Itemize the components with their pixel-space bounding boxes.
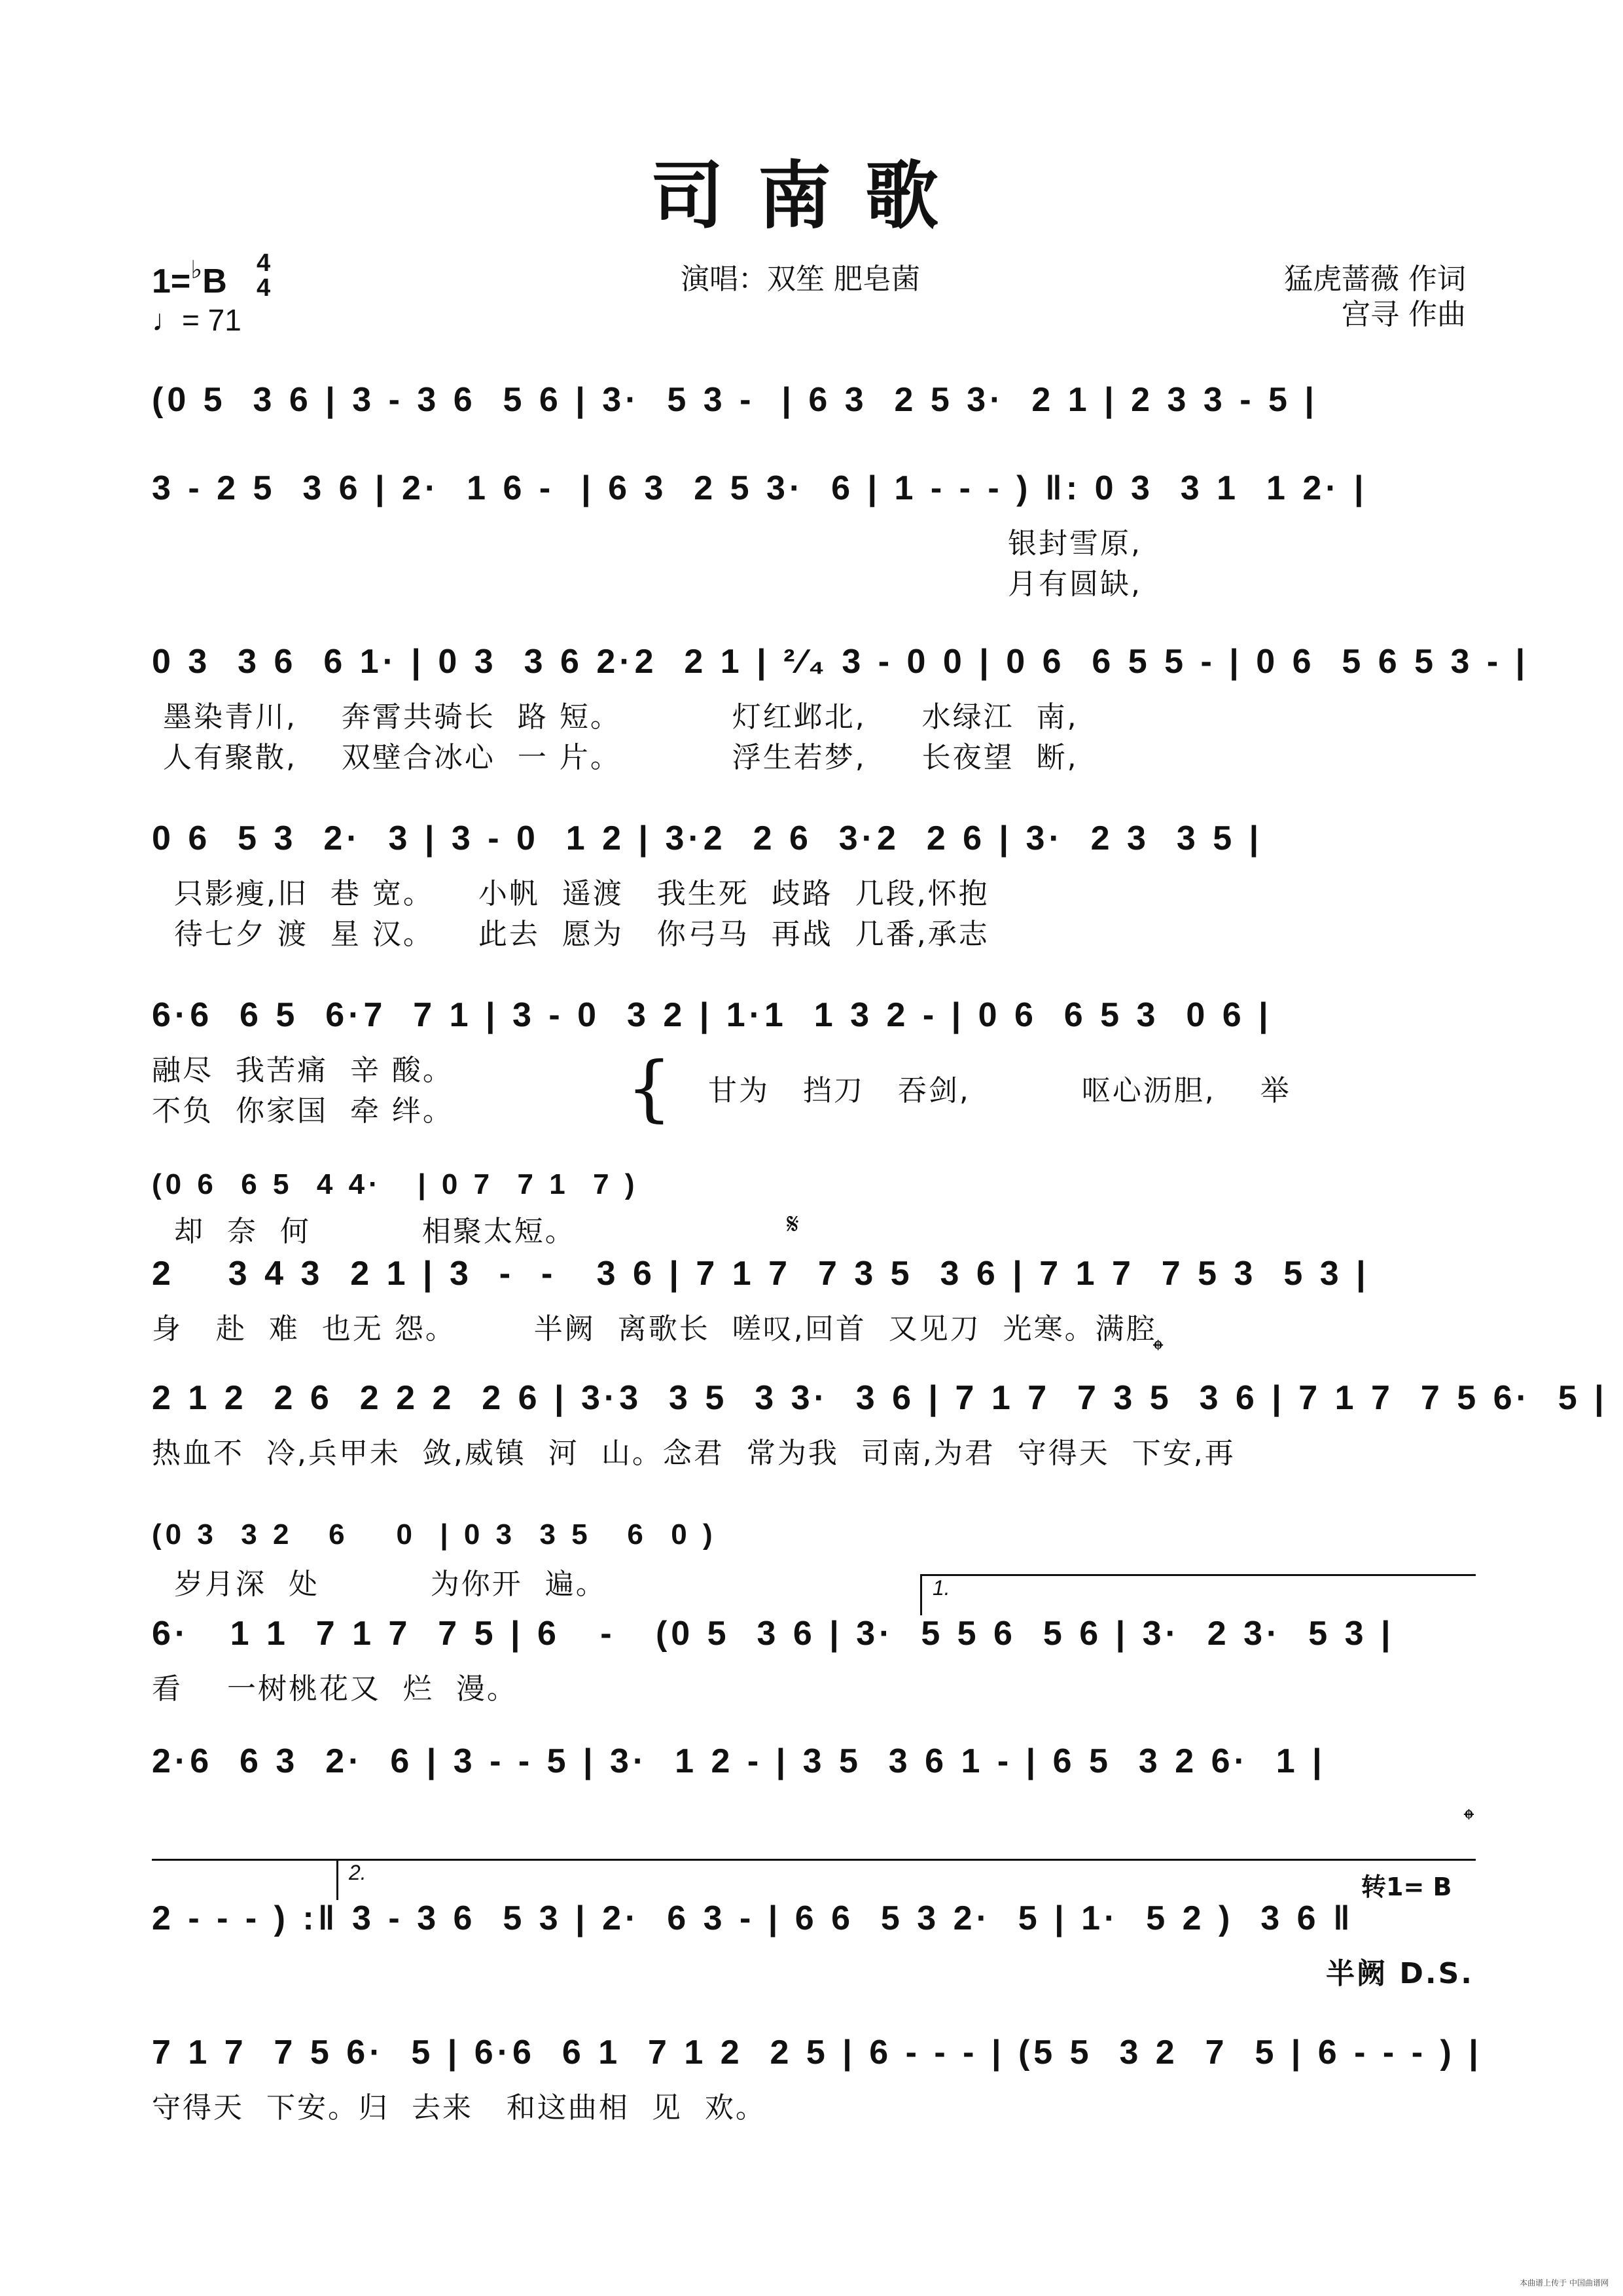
- coda-icon: 𝄌: [1153, 1334, 1164, 1367]
- score-row: [152, 1374, 1608, 1470]
- notation-line: 6·6 6 5 6·7 7 1 | 3 - 0 3 2 | 1·1 1 3 2 - | 0 6 6 5 3 0 6 |: [152, 996, 1272, 1034]
- score-row: [152, 1610, 1474, 1706]
- notation-line: 2 1 2 2 6 2 2 2 2 6 | 3·3 3 5 3 3· 3 6 | 7 1 7 7 3 5 3 6 | 7 1 7 7 5 6· 5 |: [152, 1379, 1608, 1417]
- score-row: [152, 1738, 1474, 1837]
- score-row: [152, 638, 1529, 774]
- lyric-line: 银封雪原,: [152, 527, 1142, 560]
- score-row: [152, 1250, 1474, 1367]
- key-change-label: 转1= B: [1361, 1873, 1452, 1901]
- singer-credit: 演唱：双笙 肥皂菌: [681, 262, 920, 296]
- lyric-line: 身 赴 难 也无 怨。 半阙 离歌长 嗟叹,回首 又见刀 光寒。满腔: [152, 1312, 1157, 1346]
- notation-line: 0 3 3 6 6 1· | 0 3 3 6 2·2 2 1 | ²⁄₄ 3 - 0 0 | 0 6 6 5 5 - | 0 6 5 6 5 3 - |: [152, 643, 1529, 681]
- lyric-line: 守得天 下安。归 去来 和这曲相 见 欢。: [152, 2091, 766, 2125]
- notation-line: 3 - 2 5 3 6 | 2· 1 6 - | 6 3 2 5 3· 6 | 1 - - - ) ‖: 0 3 3 1 1 2· |: [152, 469, 1368, 507]
- notation-line: 2 3 4 3 2 1 | 3 - - 3 6 | 7 1 7 7 3 5 3 6 | 7 1 7 7 5 3 5 3 |: [152, 1255, 1370, 1293]
- segno-icon: 𝄋: [787, 1208, 799, 1241]
- notation-line: (0 3 3 2 6 0 | 0 3 3 5 6 0 ): [152, 1518, 717, 1551]
- key-signature: 1=♭B: [152, 257, 227, 300]
- score-row: [152, 465, 1474, 601]
- footer-watermark: 本曲谱上传于 中国曲谱网: [1520, 2278, 1609, 2287]
- ds-label: 半阙 D.S.: [1326, 1957, 1474, 1990]
- score-row: [152, 2029, 1482, 2127]
- notation-line: 0 6 5 3 2· 3 | 3 - 0 1 2 | 3·2 2 6 3·2 2 6 | 3· 2 3 3 5 |: [152, 819, 1263, 857]
- lyric-line: 热血不 冷,兵甲未 敛,威镇 河 山。念君 常为我 司南,为君 守得天 下安,再: [152, 1437, 1236, 1470]
- lyric-line: 不负 你家国 牵 绊。: [152, 1094, 454, 1128]
- volta-2-bracket: 2.: [336, 1859, 1476, 1900]
- lyric-line: 月有圆缺,: [152, 567, 1142, 601]
- lyricist-credit: 猛虎蔷薇 作词: [1284, 262, 1466, 296]
- lyric-line: 融尽 我苦痛 辛 酸。: [152, 1054, 454, 1087]
- score-row: [152, 1168, 1474, 1253]
- volta-1-bracket: 1.: [920, 1574, 1476, 1615]
- composer-credit: 宫寻 作曲: [1342, 298, 1466, 331]
- lyric-line: 岁月深 处 为你开 遍。: [152, 1568, 607, 1601]
- song-title: 司南歌: [651, 153, 972, 239]
- notation-line: 7 1 7 7 5 6· 5 | 6·6 6 1 7 1 2 2 5 | 6 - - - | (5 5 3 2 7 5 | 6 - - - ) |: [152, 2034, 1482, 2072]
- notation-line: 2 - - - ) :‖ 3 - 3 6 5 3 | 2· 6 3 - | 6 6 5 3 2· 5 | 1· 5 2 ) 3 6 ‖: [152, 1899, 1354, 1937]
- lyric-line: 却 奈 何 相聚太短。: [152, 1215, 576, 1248]
- notation-line: (0 6 6 5 4 4· | 0 7 7 1 7 ): [152, 1168, 639, 1200]
- lyric-line: 看 一树桃花又 烂 漫。: [152, 1672, 518, 1706]
- lyric-line: 墨染青川, 奔霄共骑长 路 短。 灯红邺北, 水绿江 南,: [152, 700, 1079, 734]
- score-row: [152, 376, 1474, 435]
- lyric-line: 甘为 挡刀 吞剑, 呕心沥胆, 举: [708, 1074, 1291, 1107]
- lyric-line: 只影瘦,旧 巷 宽。 小帆 遥渡 我生死 歧路 几段,怀抱: [152, 877, 990, 910]
- notation-line: (0 5 3 6 | 3 - 3 6 5 6 | 3· 5 3 - | 6 3 2 5 3· 2 1 | 2 3 3 - 5 |: [152, 381, 1318, 419]
- notation-line: 6· 1 1 7 1 7 7 5 | 6 - (0 5 3 6 | 3· 5 5 6 5 6 | 3· 2 3· 5 3 |: [152, 1615, 1395, 1653]
- time-signature: 4 4: [257, 249, 271, 302]
- notation-line: 2·6 6 3 2· 6 | 3 - - 5 | 3· 1 2 - | 3 5 3 6 1 - | 6 5 3 2 6· 1 |: [152, 1742, 1326, 1780]
- score-row: [152, 815, 1474, 951]
- lyric-line: 人有聚散, 双壁合冰心 一 片。 浮生若梦, 长夜望 断,: [152, 741, 1079, 774]
- coda-icon: 𝄌: [1463, 1803, 1474, 1837]
- brace-icon: {: [626, 1046, 672, 1130]
- flat-sign: ♭: [190, 257, 203, 284]
- score-row: [152, 992, 1474, 1130]
- lyric-line: 待七夕 渡 星 汉。 此去 愿为 你弓马 再战 几番,承志: [152, 918, 990, 951]
- tempo-mark: ♩= 71: [152, 303, 241, 337]
- score-row: [152, 1895, 1474, 1990]
